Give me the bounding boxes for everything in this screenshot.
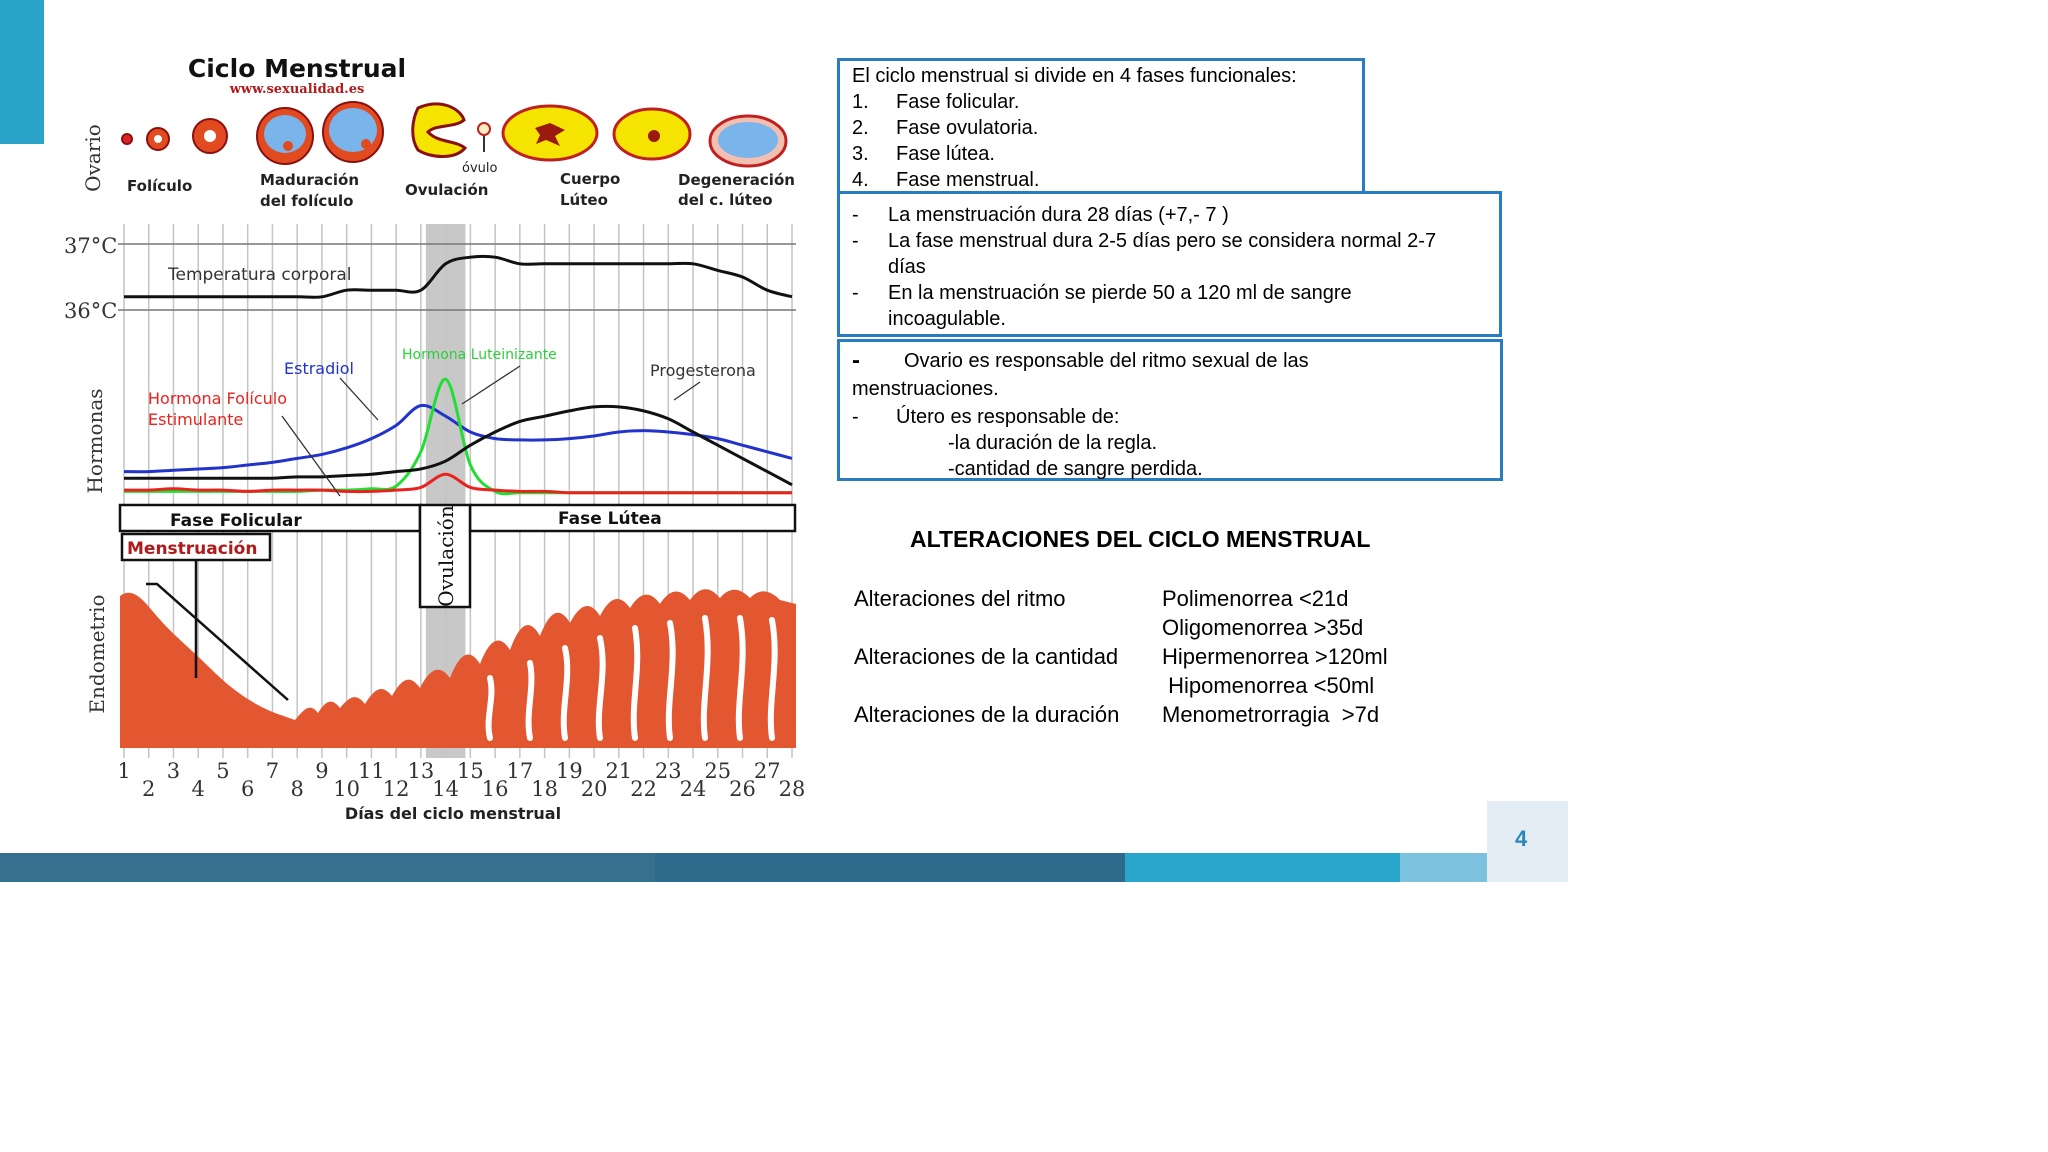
x-tick-label: 18: [531, 777, 558, 801]
endometrio-label: Endometrio: [85, 594, 109, 714]
x-tick-label: 10: [333, 777, 361, 801]
accent-bar: [0, 0, 44, 144]
x-tick-label: 5: [216, 759, 230, 783]
responsibility-box: [837, 339, 1503, 481]
bullet-dash: -: [852, 230, 859, 252]
stage-ovulacion: Ovulación: [405, 181, 489, 199]
alteracion-label: Alteraciones del ritmo: [854, 586, 1066, 611]
footer-bar-2: [655, 853, 1125, 882]
x-tick-label: 21: [605, 759, 633, 783]
phase-item: [852, 141, 1350, 167]
ovary-stages-illustration: [122, 102, 786, 166]
responsibility-item: [852, 348, 1488, 374]
footer-bar-1: [0, 853, 655, 882]
x-tick-label: 1: [117, 759, 131, 783]
phase-item: [852, 89, 1350, 115]
responsibility-text: Ovario es responsable del ritmo sexual de las: [904, 350, 1309, 372]
x-tick-label: 24: [679, 777, 707, 801]
duration-item: [852, 280, 1487, 306]
alteraciones-table: [854, 584, 1388, 729]
responsibility-subitem: -cantidad de sangre perdida.: [948, 458, 1203, 480]
duration-text: La fase menstrual dura 2-5 días pero se considera normal 2-7: [888, 230, 1437, 252]
x-tick-label: 15: [457, 759, 484, 783]
bullet-dash: -: [852, 282, 859, 304]
temp-low-label: 36°C: [64, 299, 118, 323]
responsibility-subitem: -la duración de la regla.: [948, 432, 1158, 454]
x-tick-label: 9: [315, 759, 329, 783]
stage-ovulo: óvulo: [462, 161, 498, 176]
footer-bar-3: [1125, 853, 1400, 882]
alteraciones-row: [854, 671, 1388, 700]
alteraciones-row: [854, 613, 1388, 642]
x-axis-label: Días del ciclo menstrual: [344, 804, 562, 823]
figure-title: Ciclo Menstrual: [187, 54, 407, 83]
ovario-label: Ovario: [81, 124, 105, 192]
x-tick-label: 6: [241, 777, 255, 801]
duration-item: [852, 202, 1487, 228]
stage-del-c-luteo: del c. lúteo: [678, 191, 773, 209]
duration-text: La menstruación dura 28 días (+7,- 7 ): [888, 204, 1229, 226]
x-tick-label: 13: [407, 759, 435, 783]
fsh-label-2: Estimulante: [148, 410, 244, 429]
hormonas-label: Hormonas: [83, 388, 107, 494]
alteracion-value: Hipomenorrea <50ml: [1162, 673, 1375, 698]
phase-text: Fase ovulatoria.: [896, 117, 1039, 139]
phase-number: 4.: [852, 169, 869, 191]
x-tick-label: 26: [729, 777, 756, 801]
menstruacion-label: Menstruación: [127, 539, 258, 559]
phase-text: Fase folicular.: [896, 91, 1020, 113]
alteracion-label: [854, 671, 1162, 700]
x-tick-label: 3: [166, 759, 181, 783]
x-tick-label: 19: [555, 759, 583, 783]
stage-del-foliculo: del folículo: [260, 192, 354, 210]
footer-bar-4: [1400, 853, 1487, 882]
phase-text: Fase menstrual.: [896, 169, 1040, 191]
duration-box: [837, 191, 1502, 337]
x-tick-label: 11: [358, 759, 385, 783]
fase-folicular-label: Fase Folicular: [170, 511, 302, 531]
x-tick-label: 12: [382, 777, 410, 801]
responsibility-text-cont: menstruaciones.: [852, 378, 999, 400]
x-tick-label: 17: [506, 759, 534, 783]
alteracion-value: Oligomenorrea >35d: [1162, 615, 1364, 640]
alteraciones-title: ALTERACIONES DEL CICLO MENSTRUAL: [910, 526, 1371, 552]
x-tick-label: 8: [290, 777, 304, 801]
stage-degeneracion: Degeneración: [678, 171, 795, 189]
bullet-dash: -: [852, 406, 859, 428]
x-tick-label: 16: [481, 777, 509, 801]
fsh-label-1: Hormona Folículo: [148, 389, 288, 408]
duration-text: En la menstruación se pierde 50 a 120 ml de sangre: [888, 282, 1352, 304]
x-tick-label: 22: [630, 777, 657, 801]
stage-cuerpo: Cuerpo: [560, 170, 621, 188]
phase-number: 3.: [852, 143, 869, 165]
figure-source: www.sexualidad.es: [229, 82, 365, 97]
x-tick-label: 2: [142, 777, 156, 801]
temp-high-label: 37°C: [64, 234, 118, 258]
stage-maduracion: Maduración: [260, 171, 360, 189]
page-number-box: [1487, 801, 1568, 882]
x-tick-label: 14: [432, 777, 459, 801]
duration-text: incoagulable.: [888, 308, 1006, 330]
responsibility-text: Útero es responsable de:: [896, 406, 1120, 428]
phase-number: 2.: [852, 117, 869, 139]
x-tick-label: 4: [191, 777, 205, 801]
alteracion-label: Alteraciones de la cantidad: [854, 644, 1119, 669]
bullet-dash: -: [852, 347, 860, 374]
fase-lutea-label: Fase Lútea: [558, 509, 662, 529]
progesterona-label: Progesterona: [650, 361, 756, 380]
duration-item-cont: [852, 254, 1487, 280]
x-tick-label: 7: [265, 759, 280, 783]
duration-text: días: [888, 256, 926, 278]
page-number: 4: [1515, 826, 1528, 851]
duration-item: [852, 228, 1487, 254]
bullet-dash: -: [852, 204, 859, 226]
alteracion-value: Polimenorrea <21d: [1162, 586, 1349, 611]
alteracion-value: Hipermenorrea >120ml: [1162, 644, 1388, 669]
stage-luteo: Lúteo: [560, 191, 608, 209]
x-tick-label: 27: [753, 759, 781, 783]
lh-label: Hormona Luteinizante: [402, 347, 557, 363]
duration-item-cont: [852, 306, 1487, 332]
alteracion-label: [854, 613, 1162, 642]
responsibility-item: [852, 404, 1488, 430]
alteraciones-row: [854, 700, 1388, 729]
alteracion-value: Menometrorragia >7d: [1162, 702, 1380, 727]
x-tick-label: 28: [778, 777, 806, 801]
phase-item: [852, 115, 1350, 141]
phase-number: 1.: [852, 91, 869, 113]
temp-curve-label: Temperatura corporal: [168, 265, 352, 285]
estradiol-label: Estradiol: [284, 359, 354, 378]
alteracion-label: Alteraciones de la duración: [854, 702, 1120, 727]
ovulacion-vertical-label: Ovulación: [434, 505, 458, 607]
x-tick-label: 23: [654, 759, 682, 783]
phase-item: [852, 167, 1350, 193]
alteraciones-row: [854, 642, 1388, 671]
alteraciones-row: [854, 584, 1388, 613]
stage-foliculo: Folículo: [127, 177, 193, 195]
phases-intro: El ciclo menstrual si divide en 4 fases funcionales:: [852, 65, 1297, 87]
phase-text: Fase lútea.: [896, 143, 995, 165]
menstrual-cycle-figure: [60, 48, 830, 838]
x-tick-label: 25: [704, 759, 732, 783]
x-tick-label: 20: [580, 777, 608, 801]
phases-box: [837, 58, 1365, 196]
